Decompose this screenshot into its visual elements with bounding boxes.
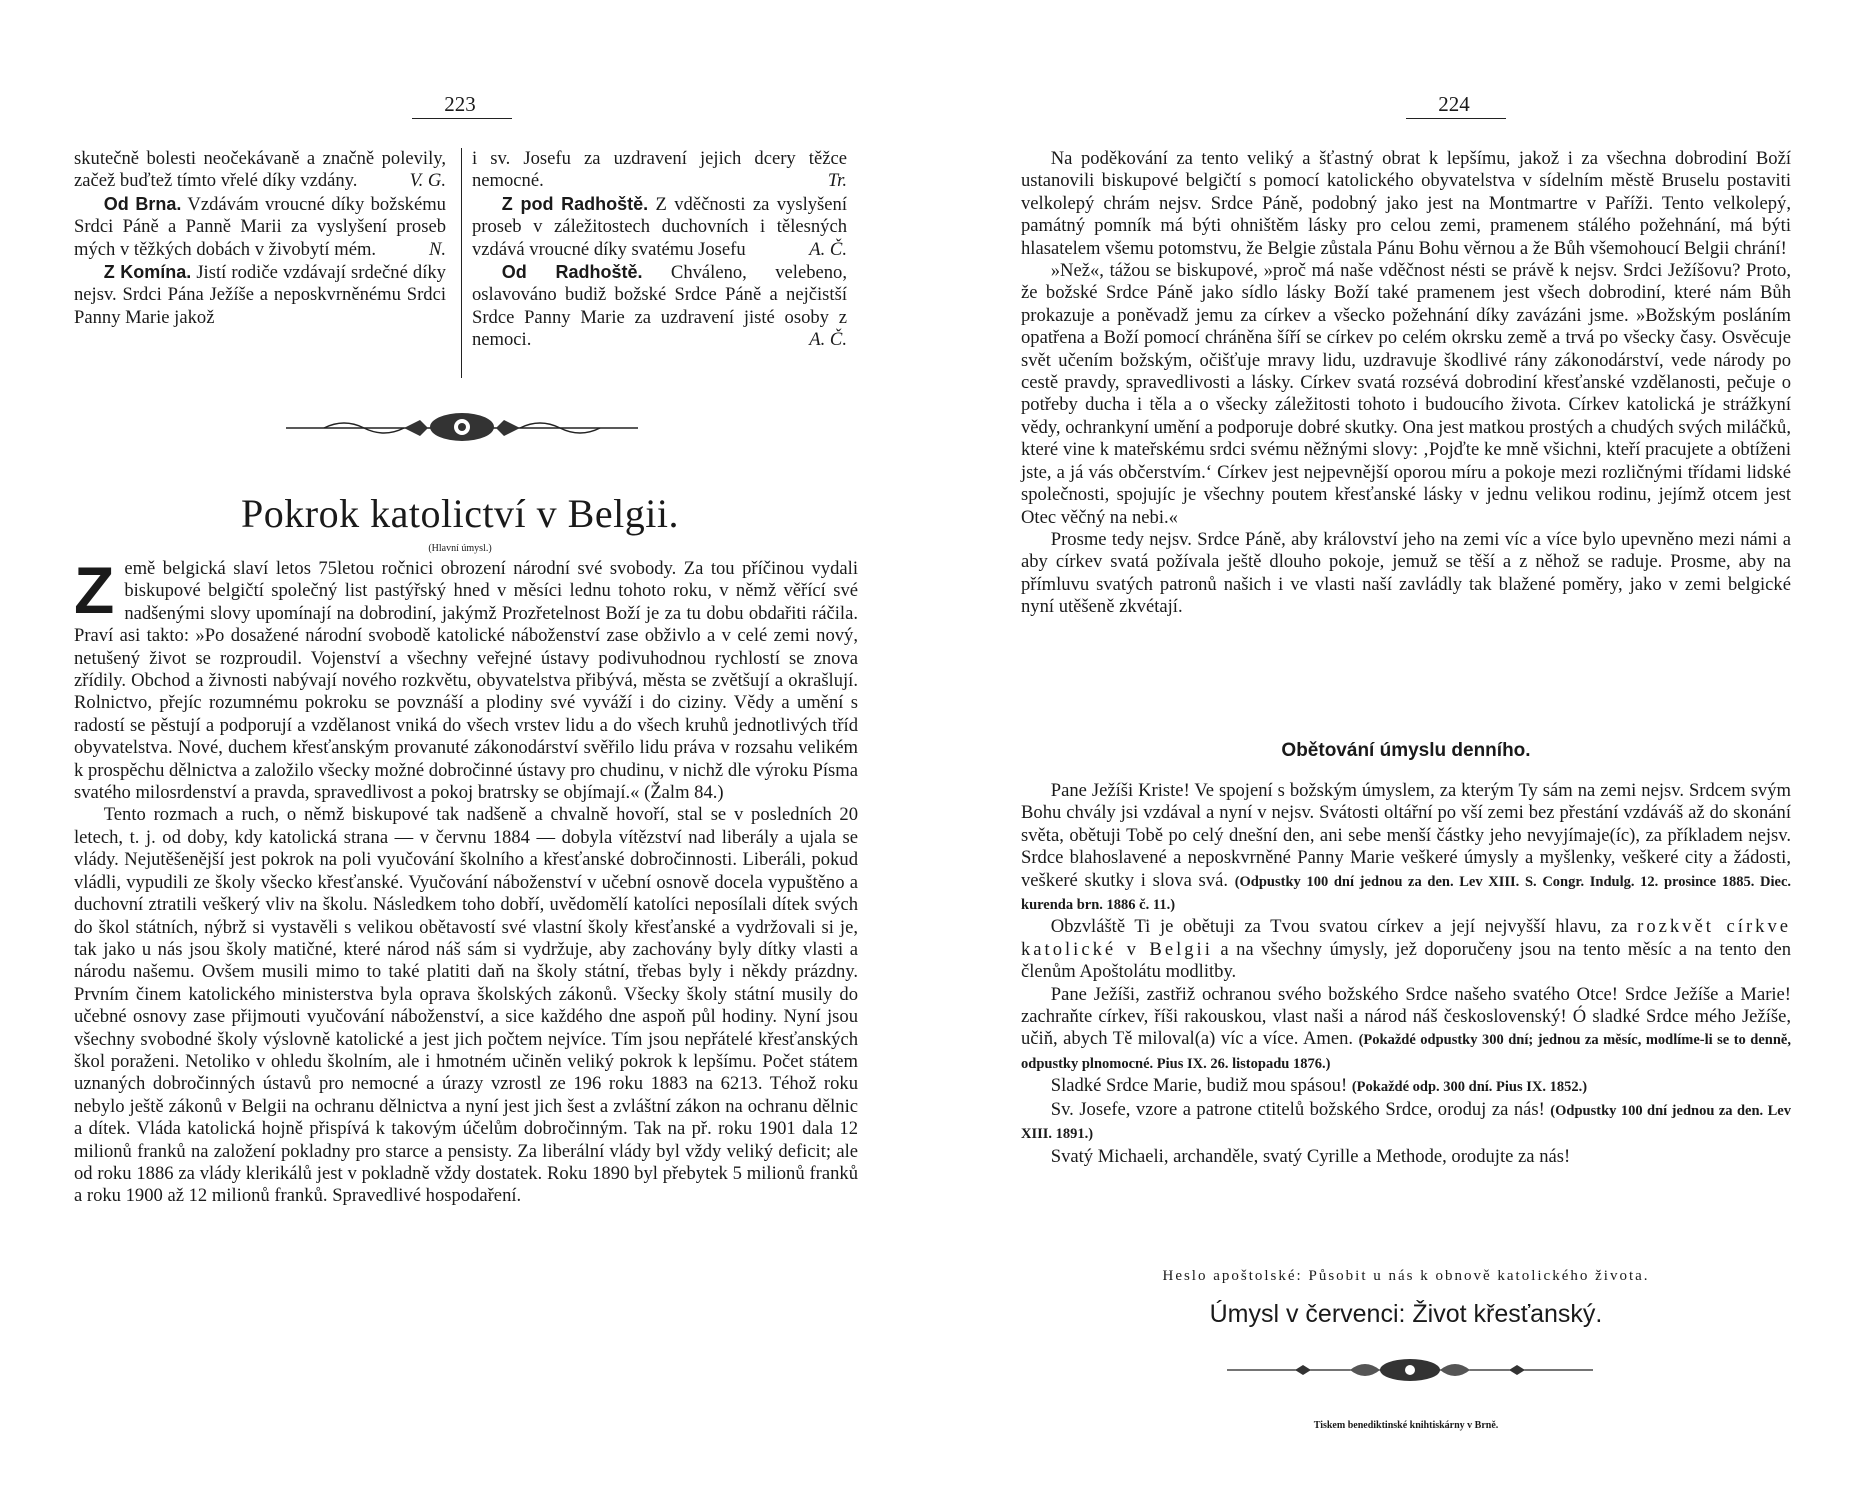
article-body <box>74 553 858 1208</box>
page-number-rule-left <box>412 118 512 119</box>
left-column-2 <box>472 148 847 352</box>
article-paragraph-2: Tento rozmach a ruch, o němž biskupové tak nadšeně a chvalně hovoří, stal se v posledních 20 letech, t. j. od doby, kdy katolická strana — v červnu 1884 — dobyla vítězství nad liberály a ujala se vlády. Nejutěšenější jest pokrok na poli vyučování školního a křesťanské dobročinnosti. Liberáli, pokud vládli, vypudili ze školy všecko křesťanské. Vyučování náboženství v učební osnově docela vypuštěno a duchovní ztratili veškerý vliv na školu. Následkem toho dobří, uvědomělí katolíci neposílali dítek svých do škol státních, nýbrž si vystavěli s velikou obětavostí své vlastní školy křesťanské a vydržovali si je, tak jako u nás jsou školy matičné, které národ náš sám si vydržuje, aby zachovány byly dítky vlasti a národu našemu. Ovšem musili mimo to také platiti daň na školy státní, třebas byly i někdy prázdny. Prvním činem katolického ministerstva byla oprava školských zákonů. Všecky školy státní musily do učebné osnovy zase přijmouti vyučování náboženství, a sice každého dne aspoň půl hodiny. Nyní jsou všechny svobodné školy výslovně katolické a jest jich počtem nejvíce. Tím jsou nepřátelé křesťanských škol poraženi. Netoliko v ohledu školním, ale i hmotném učiněn veliký pokrok k lepšímu. Počet státem uznaných dobročinných ústavů pro nemocné a úrazy vzrostl ze 196 roku 1883 na 6213. Téhož roku nebylo ještě zákonů v Belgii na ochranu dělnictva a nyní jest jich šest a zvláštní zákon na ochranu dělnic a dítek. Vláda katolická hojně přispívá k takovým účelům dobročinným. Tak na př. roku 1901 dala 12 milionů franků na založení pokladny pro starce a pensisty. Za liberální vlády byl vždy veliký deficit; ale od roku 1886 za vlády klerikálů jest v pokladně vždy dostatek. Roku 1890 byl přebytek 5 milionů franků a roku 1900 až 12 milionů franků. Spravedlivé hospodaření. <box>74 804 858 1207</box>
right-body <box>1021 148 1791 619</box>
notice-6: Od Radhoště. Chváleno, velebeno, oslavováno budiž božské Srdce Páně a nejčistší Srdce Panny Marie za uzdravení jisté osoby z nemoci. A. Č. <box>472 262 847 351</box>
article-title: Pokrok katolictví v Belgii. <box>241 491 679 536</box>
prayer-protection: Pane Ježíši, zastřiž ochranou svého božského Srdce našeho svatého Otce! Srdce Ježíše a Marie! zachraňte církev, říši rakouskou, vlast naši a národ náš československý! Ó sladké Srdce mého Ježíše, učiň, abych Tě miloval(a) víc a více. Amen. (Pokaždé odpustky 300 dní; jednou za měsíc, modlíme-li se to denně, odpustky plnomocné. Pius IX. 26. listopadu 1876.) <box>1021 983 1791 1072</box>
notice-2: Od Brna. Vzdávám vroucné díky božskému Srdci Páně a Panně Marii za vyslyšení proseb mých v těžkých dobách v živobytí mém. N. <box>74 193 446 260</box>
ornament-divider-icon <box>284 410 640 444</box>
article-subtitle: (Hlavní úmysl.) <box>428 543 492 554</box>
prayer-heading: Obětování úmyslu denního. <box>1281 740 1531 761</box>
prayer-joseph: Sv. Josefe, vzore a patrone ctitelů božského Srdce, oroduj za nás! (Odpustky 100 dní jednou za den. Lev XIII. 1891.) <box>1021 1098 1791 1143</box>
notice-4: i sv. Josefu za uzdravení jejich dcery těžce nemocné. Tr. <box>472 148 847 192</box>
page-number-left: 223 <box>444 92 476 116</box>
notice-3: Z Komína. Jistí rodiče vzdávají srdečné díky nejsv. Srdci Pána Ježíše a neposkvrněnému Srdci Panny Marie jakož <box>74 262 446 328</box>
prayer-intentions: Obzvláště Ti je obětuji za Tvou svatou církev a její nejvyšší hlavu, za rozkvět církve katolické v Belgii a na všechny úmysly, jež doporučeny jsou na tento měsíc a na tento den členům Apoštolátu modlitby. <box>1021 916 1791 983</box>
monthly-intention: Úmysl v červenci: Život křesťanský. <box>1209 1300 1603 1328</box>
prayer-michael: Svatý Michaeli, archanděle, svatý Cyrille a Methode, orodujte za nás! <box>1050 1145 1571 1167</box>
apostolic-motto: Heslo apoštolské: Působit u nás k obnově katolického života. <box>1162 1268 1650 1284</box>
notice-1: skutečně bolesti neočekávaně a značně polevily, začež buďtež tímto vřelé díky vzdány. V. G. <box>74 148 446 192</box>
prayer-offering: Pane Ježíši Kriste! Ve spojení s božským úmyslem, za kterým Ty sám na zemi nejsv. Srdcem svým Bohu chvály jsi vzdával a nyní v nejsv. Svátosti oltářní po vší zemi bez přestání vzdáváš až do skonání světa, obětuji Tobě po celý dnešní den, ani sebe menší částky jeho nevyjímaje(íc), za příkladem nejsv. Srdce blahoslavené a neposkvrněné Panny Marie veškeré úmysly a myšlenky, veškeré city a žádosti, veškeré skutky i slova svá. (Odpustky 100 dní jednou za den. Lev XIII. S. Congr. Indulg. 12. prosince 1885. Diec. kurenda brn. 1886 č. 11.) <box>1021 780 1792 914</box>
prayer-mary: Sladké Srdce Marie, budiž mou spásou! (Pokaždé odp. 300 dní. Pius IX. 1852.) <box>1050 1075 1588 1097</box>
right-paragraph-2: »Než«, tážou se biskupové, »proč má naše vděčnost nésti se právě k nejsv. Srdci Ježíšovu? Proto, že božské Srdce Páně jako sídlo lásky Boží také pramenem jest všech dobrodiní, které nám Bůh prokazuje a poněvadž jemu za církev a všecko požehnání díky zavázáni jsme. »Božským posláním opatřena a Boží pomocí chráněna šíří se církev po celém okrsku země a trvá po všecky časy. Osvěcuje svět učením božským, očišťuje mravy lidu, uzdravuje škodlivé rány zákonodárství, vede národy po cestě pravdy, spravedlivosti a lásky. Církev svatá rozsévá dobrodiní křesťanské vzdělanosti, pečuje o potřeby ducha i těla a o všecky záležitosti tohoto i budoucího života. Církev katolická je strážkyní vědy, ochrankyní umění a podporuje dobré skutky. Ona jest matkou prostých a chudých svých miláčků, které vine k mateřskému srdci svému něžnými slovy: ‚Pojďte ke mně všichni, kteří pracujete a obtíženi jste, a já vás občerstvím.‘ Církev jest nejpevnější oporou míru a pokoje mezi rozličnými třídami lidské společnosti, spojujíc je všechny poutem křesťanské lásky v jednu velikou rodinu, jejímž otcem jest Otec věčný na nebi.« <box>1021 260 1791 528</box>
printer-imprint: Tiskem benediktinské knihtiskárny v Brně. <box>1313 1420 1499 1431</box>
prayer-block <box>1021 780 1791 1168</box>
left-column-1 <box>74 148 446 329</box>
right-paragraph-3: Prosme tedy nejsv. Srdce Páně, aby království jeho na zemi víc a více bylo upevněno mezi námi a aby církev svatá požívala ještě dlouho pokoje, jemuž se těší a z něhož se raduje. Prosme, aby na přímluvu svatých patronů našich i ve vlasti naší zavládly tak blažené poměry, jako v zemi belgické nyní utěšeně zkvétají. <box>1021 528 1791 618</box>
article-paragraph-1: Země belgická slaví letos 75letou ročnici obrození národní své svobody. Za tou příčinou vydali biskupové belgičtí společný list pastýřský hned v měsíci lednu tohoto roku, v němž věřící své nadšenými slovy upomínají na dobrodiní, jakýmž Prozřetelnost Boží je za tu dobu obdařiti ráčila. Praví asi takto: »Po dosažené národní svobodě katolické náboženství zase obživlo a v celé zemi nový, netušený život se rozproudil. Vojenství a všechny veřejné ústavy podivuhodnou rychlostí se znova zřídily. Obchod a živnosti nabývají nového rozkvětu, obyvatelstva přibývá, města se zvětšují a okrašlují. Rolnictvo, přejíc rozumnému pokroku se povznáší a plodiny své vyváží i do ciziny. Vědy a umění s radostí se pěstují a podporují a vzdělanost vniká do všech vrstev lidu a do všech kruhů jednotlivých tříd obyvatelstva. Nové, duchem křesťanským provanuté zákonodárství svěřilo lidu práva v rozsahu velikém k prospěchu dělnictva a založilo všecky možné dobročinné ústavy pro chudinu, v nichž dle výroku Písma svatého milosrdenství a pravda, spravedlivost a pokoj bratrsky se objímají.« (Žalm 84.) <box>74 553 858 804</box>
ornament-footer-icon <box>1225 1355 1595 1385</box>
page-number-right: 224 <box>1438 92 1470 116</box>
right-paragraph-1: Na poděkování za tento veliký a šťastný obrat k lepšímu, jakož i za všechna dobrodiní Boží ustanovili biskupové belgičtí s pomocí katolického obyvatelstva v sídelním městě Bruselu postaviti velkolepý chrám nejsv. Srdce Páně, podobný jako jest na Montmartre v Paříži. Tento velkolepý, památný pomník má býti ohništěm lásky pro celou zemi, pramenem stálého požehnání, má býti hlasatelem všemu potomstvu, že Belgie zůstala Pánu Bohu věrnou a že Bůh všemohoucí Belgii chrání! <box>1021 148 1791 259</box>
drop-cap: Z <box>74 553 115 627</box>
page-number-rule-right <box>1406 118 1506 119</box>
notice-5: Z pod Radhoště. Z vděčnosti za vyslyšení proseb v záležitostech duchovních i tělesných vzdává vroucné díky svatému Josefu A. Č. <box>472 193 847 260</box>
column-divider <box>461 148 462 378</box>
right-page <box>935 0 1870 1500</box>
